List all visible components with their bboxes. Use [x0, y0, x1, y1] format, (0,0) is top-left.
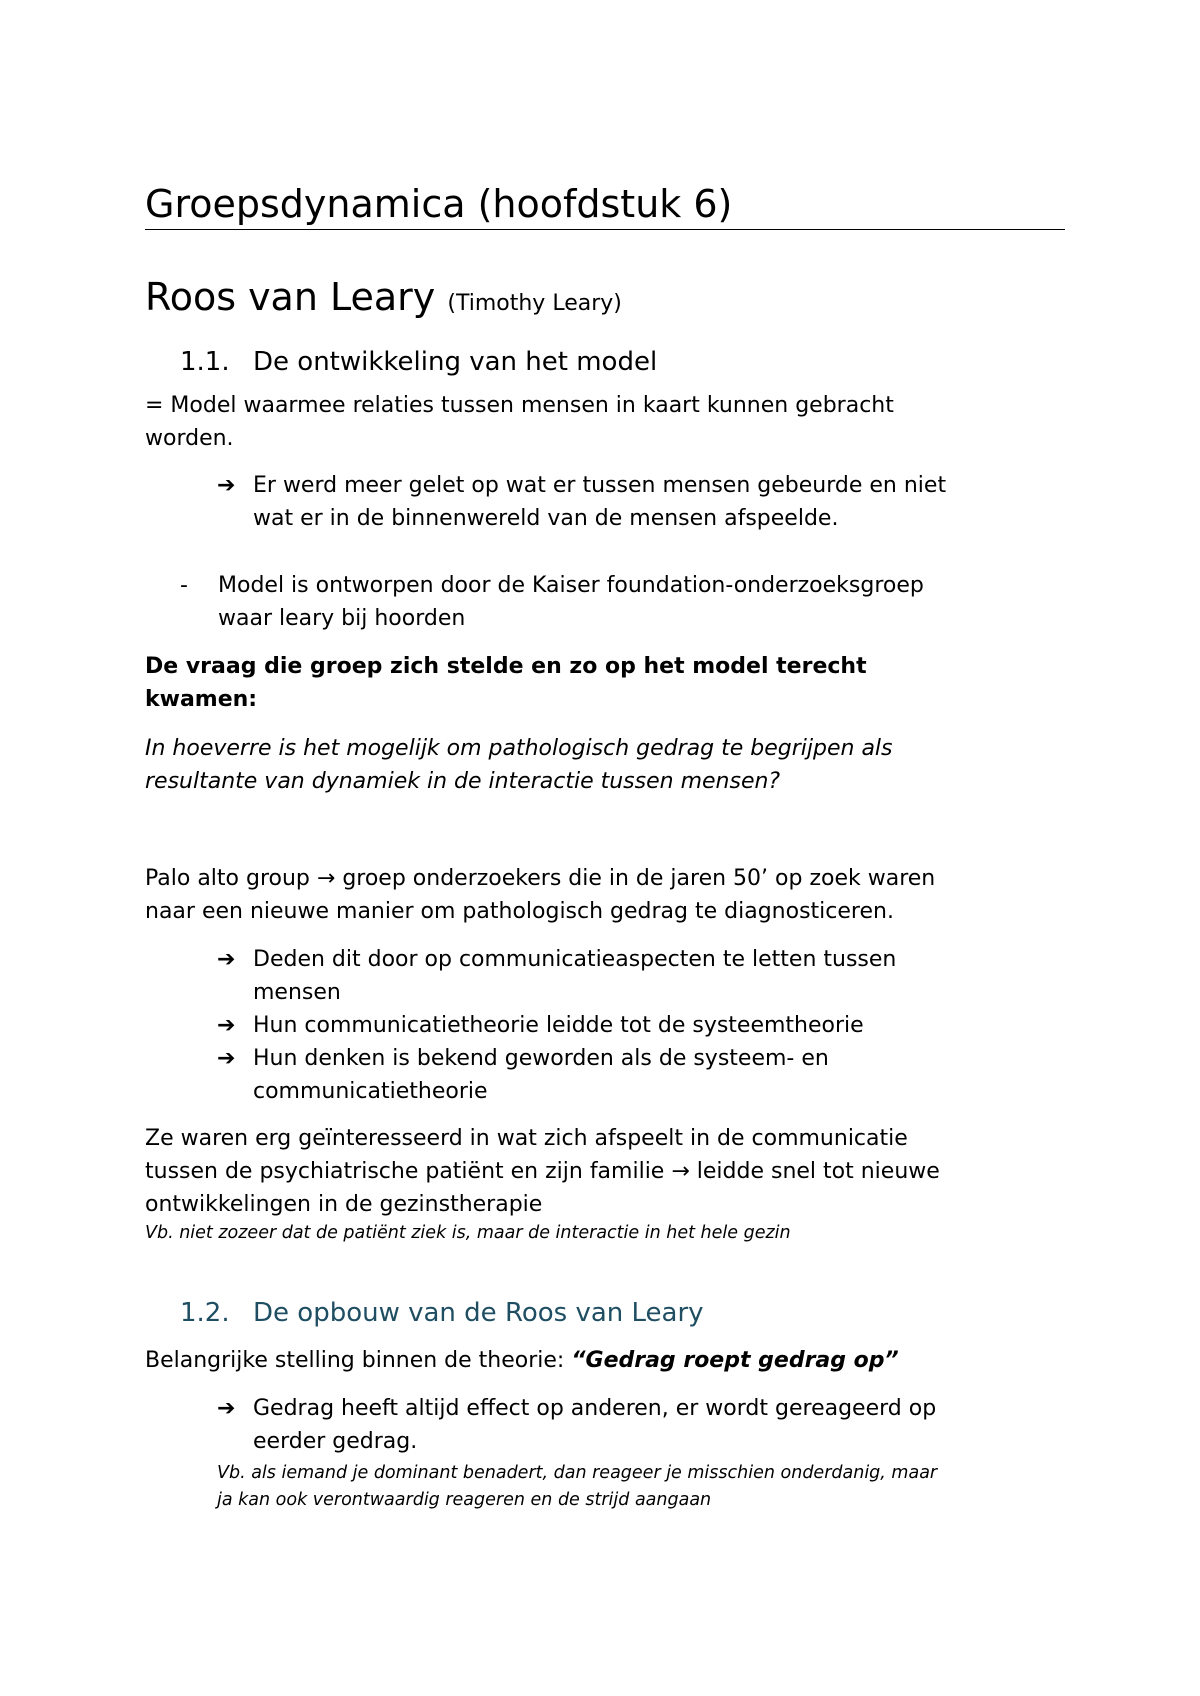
- text-line: Vb. als iemand je dominant benadert, dan reageer je misschien onderdanig, maar: [217, 1463, 938, 1483]
- definition-paragraph: [145, 389, 1065, 455]
- text-line: Palo alto group → groep onderzoekers die in de jaren 50’ op zoek waren: [145, 866, 936, 891]
- text-line: = Model waarmee relaties tussen mensen in kaart kunnen gebracht: [145, 393, 894, 418]
- heading-main: Roos van Leary: [145, 275, 436, 319]
- arrow-bullet: [217, 1392, 1047, 1458]
- document-title: Groepsdynamica (hoofdstuk 6): [145, 182, 733, 226]
- text-line: tussen de psychiatrische patiënt en zijn familie → leidde snel tot nieuwe: [145, 1159, 940, 1184]
- heading-sub: (Timothy Leary): [447, 291, 622, 316]
- bullet-text: Gedrag heeft altijd effect op anderen, er wordt gereageerd op eerder gedrag.: [253, 1396, 937, 1454]
- section-1-1-heading: [180, 345, 657, 379]
- arrow-icon: ➔: [217, 1396, 236, 1421]
- text-line: De vraag die groep zich stelde en zo op het model terecht: [145, 654, 867, 679]
- section-title: De opbouw van de Roos van Leary: [253, 1298, 704, 1328]
- arrow-bullet: [217, 469, 1047, 535]
- text-line: Ze waren erg geïnteresseerd in wat zich afspeelt in de communicatie: [145, 1126, 908, 1151]
- text-line: In hoeverre is het mogelijk om pathologisch gedrag te begrijpen als: [145, 736, 893, 761]
- text-line: kwamen:: [145, 687, 258, 712]
- arrow-bullet: [217, 1009, 1047, 1042]
- bullet-text: Er werd meer gelet op wat er tussen mensen gebeurde en niet wat er in de binnenwereld van de mensen afspeelde.: [253, 473, 947, 531]
- arrow-icon: ➔: [217, 473, 236, 498]
- section-number: 1.2.: [180, 1298, 230, 1328]
- statement-quote: “Gedrag roept gedrag op”: [571, 1348, 899, 1373]
- title-divider: [145, 229, 1065, 230]
- dash-bullet: [180, 569, 1010, 635]
- text-line: ja kan ook verontwaardig reageren en de strijd aangaan: [217, 1490, 712, 1510]
- question-label: [145, 650, 1065, 716]
- bullet-text: Model is ontworpen door de Kaiser foundation-onderzoeksgroep waar leary bij hoorden: [218, 573, 924, 631]
- interest-paragraph: [145, 1122, 1065, 1221]
- example-note: [217, 1460, 1067, 1514]
- section-number: 1.1.: [180, 347, 230, 377]
- text-line: worden.: [145, 426, 234, 451]
- text-line: ontwikkelingen in de gezinstherapie: [145, 1192, 543, 1217]
- arrow-icon: ➔: [217, 1013, 236, 1038]
- arrow-bullet: [217, 1042, 1047, 1108]
- example-note: Vb. niet zozeer dat de patiënt ziek is, maar de interactie in het hele gezin: [145, 1223, 791, 1243]
- dash-marker: -: [180, 573, 188, 598]
- heading-roos-van-leary: [145, 273, 622, 328]
- section-1-2-heading: [180, 1296, 704, 1330]
- arrow-icon: ➔: [217, 1046, 236, 1071]
- research-question: [145, 732, 1065, 798]
- statement-prefix: Belangrijke stelling binnen de theorie:: [145, 1348, 565, 1373]
- text-line: naar een nieuwe manier om pathologisch gedrag te diagnosticeren.: [145, 899, 894, 924]
- arrow-icon: ➔: [217, 947, 236, 972]
- section-title: De ontwikkeling van het model: [253, 347, 658, 377]
- statement-paragraph: [145, 1344, 1065, 1377]
- bullet-text: Hun denken is bekend geworden als de systeem- en communicatietheorie: [253, 1046, 829, 1104]
- text-line: resultante van dynamiek in de interactie tussen mensen?: [145, 769, 781, 794]
- bullet-text: Deden dit door op communicatieaspecten te letten tussen mensen: [253, 947, 897, 1005]
- bullet-text: Hun communicatietheorie leidde tot de systeemtheorie: [253, 1013, 864, 1038]
- palo-alto-paragraph: [145, 862, 1065, 928]
- arrow-bullet: [217, 943, 1047, 1009]
